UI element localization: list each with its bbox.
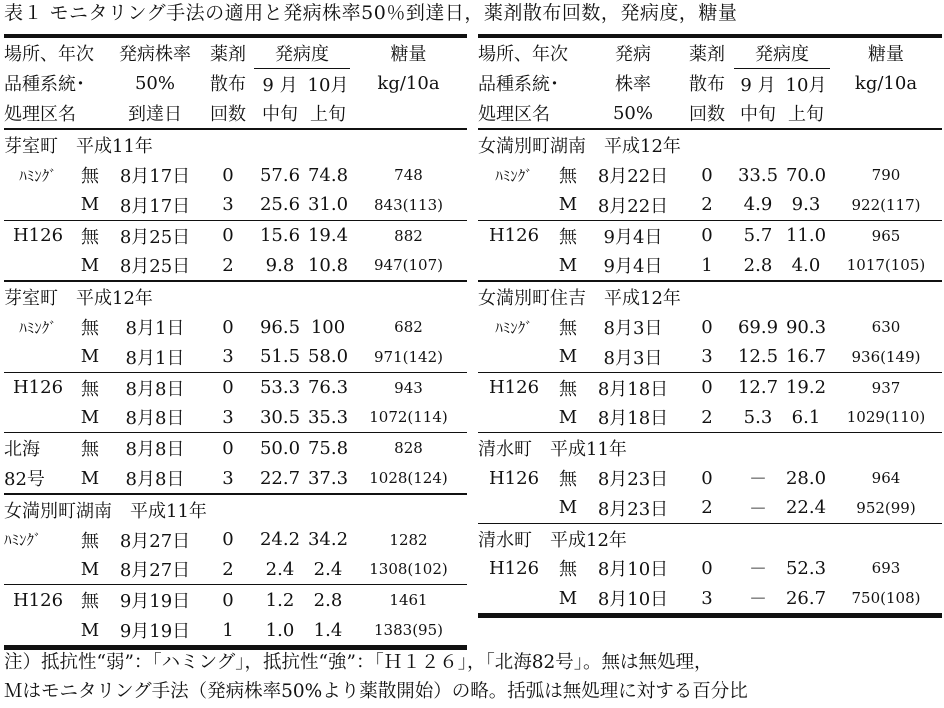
cell-date: 8月3日 <box>603 347 663 369</box>
cell-oct: 58.0 <box>307 346 349 368</box>
cell-sep: 1.0 <box>265 619 295 641</box>
cell-date: 8月17日 <box>119 195 191 217</box>
section-title-row <box>478 281 942 312</box>
cell-sep: 4.9 <box>743 194 773 216</box>
table-row <box>4 585 467 615</box>
cell-sep: 2.8 <box>743 254 773 276</box>
header-spray-count: 回数 <box>210 104 246 126</box>
cell-treatment: M <box>558 194 578 216</box>
cell-treatment: M <box>558 587 578 609</box>
cell-date: 8月8日 <box>108 433 202 463</box>
cell-sep: 30.5 <box>259 406 301 428</box>
cell-count: 0 <box>701 164 713 186</box>
section-title-row <box>478 129 942 160</box>
cell-sugar: 750(108) <box>851 589 921 608</box>
cell-count: 2 <box>701 497 713 519</box>
cell-treatment: M <box>558 254 578 276</box>
cell-sugar: 1029(110) <box>846 408 926 427</box>
table-row <box>4 160 467 190</box>
cell-sugar: 1461 <box>350 585 467 615</box>
cell-sugar: 682 <box>394 318 423 337</box>
table-row <box>478 554 942 584</box>
cell-treatment: M <box>558 346 578 368</box>
cell-sep: 57.6 <box>259 164 301 186</box>
header-spray: 薬剤 <box>210 44 246 66</box>
cell-sugar: 1282 <box>389 530 428 549</box>
table-row <box>478 583 942 615</box>
cell-variety: ﾊﾐﾝｸﾞ <box>19 318 57 337</box>
cell-sugar: 971(142) <box>374 347 443 366</box>
cell-date: 8月18日 <box>586 372 680 402</box>
table-row <box>478 190 942 220</box>
cell-count: 3 <box>701 346 713 368</box>
cell-oct: 19.2 <box>782 372 830 402</box>
cell-variety <box>478 251 550 282</box>
table-row <box>4 433 467 463</box>
cell-sugar: 1308(102) <box>369 560 448 579</box>
cell-oct: 35.3 <box>307 406 349 428</box>
cell-count: 3 <box>222 346 234 368</box>
cell-date: 8月8日 <box>125 408 185 430</box>
table-row <box>4 403 467 433</box>
header-row-1 <box>478 36 942 68</box>
footnote-line-1: 注）抵抗性“弱”：「ハミング」，抵抗性“強”：「Ｈ１２６」，「北海82号」。無は無処理， <box>4 652 713 673</box>
cell-sep: 96.5 <box>259 316 301 338</box>
table-row <box>478 372 942 402</box>
header-early: 上旬 <box>310 104 346 126</box>
cell-sep: 69.9 <box>737 316 779 338</box>
header-variety: 品種系統･ <box>478 74 559 96</box>
cell-oct: 100 <box>310 316 346 338</box>
cell-oct: 9.3 <box>791 194 821 216</box>
table-row <box>478 251 942 282</box>
cell-sugar: 937 <box>830 372 942 402</box>
cell-sep: － <box>749 559 767 581</box>
section-title-row <box>4 129 467 160</box>
cell-count: 3 <box>222 467 234 489</box>
cell-treatment: 無 <box>559 318 577 340</box>
cell-oct: 10.8 <box>307 254 349 276</box>
cell-count: 0 <box>222 316 234 338</box>
table-row <box>478 403 942 433</box>
header-row-2 <box>478 68 942 98</box>
cell-sep: 1.2 <box>254 585 306 615</box>
cell-variety: H126 <box>4 220 72 250</box>
table-row <box>478 342 942 372</box>
section-title: 女満別町湖南 平成11年 <box>4 494 467 525</box>
cell-treatment: 無 <box>550 372 586 402</box>
table-row <box>478 463 942 493</box>
cell-treatment: M <box>80 406 100 428</box>
cell-sugar: 922(117) <box>851 195 921 214</box>
cell-sugar: 693 <box>871 559 901 578</box>
table-row <box>4 463 467 494</box>
cell-date: 8月23日 <box>597 498 669 520</box>
cell-sep: 22.7 <box>259 467 301 489</box>
cell-treatment: 無 <box>81 318 99 340</box>
cell-sep: 9.8 <box>265 254 295 276</box>
header-sugar: 糖量 <box>390 44 427 66</box>
cell-sep: 5.7 <box>734 220 782 250</box>
cell-oct: 26.7 <box>785 587 827 609</box>
cell-count: 2 <box>222 254 234 276</box>
cell-sugar: 965 <box>830 220 942 250</box>
header-rate: 発病 <box>615 44 651 66</box>
cell-variety: ﾊﾐﾝｸﾞ <box>19 166 57 185</box>
cell-variety: H126 <box>478 372 550 402</box>
cell-sep: 15.6 <box>254 220 306 250</box>
table-row <box>4 372 467 402</box>
cell-sugar: 1028(124) <box>369 469 448 488</box>
cell-date: 8月1日 <box>125 318 185 340</box>
cell-date: 8月8日 <box>125 469 185 491</box>
cell-sep: － <box>749 498 767 520</box>
cell-count: 0 <box>701 467 713 489</box>
header-location: 場所、年次 <box>478 44 568 66</box>
header-spray: 薬剤 <box>689 44 725 66</box>
cell-treatment: M <box>80 254 100 276</box>
cell-sugar: 828 <box>350 433 467 463</box>
section-title: 芽室町 平成12年 <box>4 281 467 312</box>
cell-count: 3 <box>222 194 234 216</box>
cell-date: 8月27日 <box>119 560 191 582</box>
cell-oct: 19.4 <box>306 220 350 250</box>
header-row-2 <box>4 68 467 98</box>
cell-oct: 16.7 <box>785 346 827 368</box>
header-september: 9 月 <box>740 74 776 96</box>
cell-date: 9月19日 <box>119 621 191 643</box>
footnote-line-2: Ｍはモニタリング手法（発病株率50%より薬散開始）の略。括弧は無処理に対する百分比 <box>4 681 748 702</box>
cell-oct: 22.4 <box>785 497 827 519</box>
cell-treatment: 無 <box>559 469 577 491</box>
cell-count: 0 <box>202 372 254 402</box>
cell-sugar: 843(113) <box>374 195 443 214</box>
header-reach-date: 到達日 <box>128 104 182 126</box>
cell-treatment: 無 <box>72 220 108 250</box>
cell-oct: 70.0 <box>785 164 827 186</box>
cell-treatment: 無 <box>72 433 108 463</box>
cell-oct: 4.0 <box>791 254 821 276</box>
cell-variety: H126 <box>488 557 540 579</box>
cell-count: 0 <box>680 220 734 250</box>
cell-count: 0 <box>202 585 254 615</box>
cell-count: 2 <box>701 406 713 428</box>
cell-treatment: M <box>80 346 100 368</box>
table-caption: 表１ モニタリング手法の適用と発病株率50％到達日，薬剤散布回数，発病度，糖量 <box>4 2 738 24</box>
cell-treatment: 無 <box>81 530 99 552</box>
header-september: 9 月 <box>262 74 298 96</box>
cell-date: 9月4日 <box>586 220 680 250</box>
cell-sep: 12.5 <box>737 346 779 368</box>
cell-variety: H126 <box>4 372 72 402</box>
right-data-table <box>478 34 942 618</box>
cell-treatment: M <box>80 558 100 580</box>
cell-count: 0 <box>202 433 254 463</box>
cell-sep: 2.4 <box>265 558 295 580</box>
cell-treatment: M <box>558 497 578 519</box>
cell-sep: 51.5 <box>259 346 301 368</box>
cell-variety <box>4 342 72 372</box>
section-title-row <box>4 494 467 525</box>
header-plot: 処理区名 <box>478 104 550 126</box>
cell-count: 0 <box>222 529 234 551</box>
header-location: 場所、年次 <box>4 44 94 66</box>
cell-count: 3 <box>222 406 234 428</box>
cell-date: 8月17日 <box>119 166 191 188</box>
header-early: 上旬 <box>788 104 824 126</box>
cell-count: 0 <box>701 557 713 579</box>
cell-variety <box>4 190 72 220</box>
header-plot: 処理区名 <box>4 104 76 126</box>
cell-variety: H126 <box>4 585 72 615</box>
cell-date: 8月25日 <box>108 220 202 250</box>
section-title: 芽室町 平成11年 <box>4 129 467 160</box>
cell-count: 1 <box>222 619 234 641</box>
cell-sep: 53.3 <box>254 372 306 402</box>
header-row-3 <box>4 99 467 130</box>
cell-sep: 25.6 <box>259 194 301 216</box>
cell-treatment: 無 <box>81 166 99 188</box>
cell-date: 8月8日 <box>108 372 202 402</box>
header-severity: 発病度 <box>254 36 350 68</box>
header-sugar-unit: kg/10a <box>854 72 918 94</box>
cell-count: 1 <box>701 254 713 276</box>
cell-date: 8月18日 <box>597 408 669 430</box>
cell-variety: ﾊﾐﾝｸﾞ <box>495 318 533 337</box>
cell-count: 0 <box>701 316 713 338</box>
cell-count: 0 <box>202 220 254 250</box>
cell-sugar: 936(149) <box>851 347 921 366</box>
cell-date: 8月27日 <box>119 530 191 552</box>
table-row <box>4 190 467 220</box>
header-row-3 <box>478 99 942 130</box>
section-title: 女満別町湖南 平成12年 <box>478 129 942 160</box>
cell-sugar: 748 <box>394 166 423 185</box>
cell-sugar: 952(99) <box>856 498 916 517</box>
cell-date: 8月25日 <box>119 256 191 278</box>
cell-date: 8月22日 <box>597 195 669 217</box>
cell-sugar: 943 <box>350 372 467 402</box>
header-rate-50: 50% <box>612 102 653 124</box>
cell-treatment: M <box>80 467 100 489</box>
header-row-1 <box>4 36 467 68</box>
table-row <box>4 251 467 282</box>
cell-sugar: 790 <box>871 166 901 185</box>
cell-count: 2 <box>701 194 713 216</box>
cell-treatment: M <box>558 406 578 428</box>
header-rate-2: 株率 <box>615 74 651 96</box>
cell-date: 8月10日 <box>597 559 669 581</box>
cell-variety: H126 <box>478 220 550 250</box>
cell-treatment: 無 <box>72 372 108 402</box>
cell-date: 8月23日 <box>597 469 669 491</box>
cell-variety <box>478 342 550 372</box>
cell-variety <box>478 583 550 615</box>
footnote <box>4 648 748 706</box>
cell-variety <box>4 615 72 647</box>
cell-variety: ﾊﾐﾝｸﾞ <box>495 166 533 185</box>
cell-count: 2 <box>222 558 234 580</box>
cell-oct: 75.8 <box>306 433 350 463</box>
table-row <box>478 220 942 250</box>
cell-sep: 5.3 <box>743 406 773 428</box>
cell-count: 0 <box>222 164 234 186</box>
header-mid: 中旬 <box>740 104 776 126</box>
cell-count: 3 <box>701 587 713 609</box>
cell-oct: 37.3 <box>307 467 349 489</box>
table-row <box>478 312 942 342</box>
cell-sep: 24.2 <box>259 529 301 551</box>
cell-oct: 52.3 <box>785 557 827 579</box>
cell-date: 9月4日 <box>603 256 663 278</box>
cell-sugar: 947(107) <box>374 256 443 275</box>
header-sugar-unit: kg/10a <box>377 72 440 94</box>
cell-oct: 74.8 <box>307 164 349 186</box>
cell-variety <box>4 403 72 433</box>
cell-oct: 1.4 <box>313 619 343 641</box>
cell-sep: － <box>749 589 767 611</box>
cell-sugar: 882 <box>350 220 467 250</box>
cell-oct: 76.3 <box>306 372 350 402</box>
cell-variety: 北海 <box>4 433 72 463</box>
cell-oct: 6.1 <box>791 406 821 428</box>
cell-sep: － <box>749 469 767 491</box>
cell-variety <box>478 403 550 433</box>
header-sugar: 糖量 <box>868 44 904 66</box>
header-rate-50: 50% <box>134 72 175 94</box>
table-row <box>4 342 467 372</box>
cell-oct: 28.0 <box>785 467 827 489</box>
section-title: 清水町 平成11年 <box>478 433 942 463</box>
cell-variety <box>478 190 550 220</box>
header-spray-count: 回数 <box>689 104 725 126</box>
cell-oct: 31.0 <box>307 194 349 216</box>
section-title: 清水町 平成12年 <box>478 523 942 553</box>
cell-treatment: 無 <box>72 585 108 615</box>
cell-sugar: 1383(95) <box>374 621 443 640</box>
cell-sep: 50.0 <box>254 433 306 463</box>
cell-variety: 82号 <box>4 469 45 491</box>
left-data-table <box>4 34 467 650</box>
header-october: 10月 <box>785 74 827 96</box>
cell-oct: 11.0 <box>782 220 830 250</box>
cell-sep: 33.5 <box>737 164 779 186</box>
table-row <box>478 493 942 523</box>
header-october: 10月 <box>307 74 349 96</box>
cell-variety: ﾊﾐﾝｸﾞ <box>4 531 42 550</box>
cell-treatment: 無 <box>550 220 586 250</box>
table-row <box>4 525 467 555</box>
section-title-row <box>478 433 942 463</box>
cell-oct: 2.8 <box>306 585 350 615</box>
table-row <box>4 312 467 342</box>
cell-variety <box>4 251 72 282</box>
table-row <box>4 555 467 585</box>
cell-sugar: 1072(114) <box>369 408 448 427</box>
cell-oct: 2.4 <box>313 558 343 580</box>
table-row <box>4 220 467 250</box>
cell-count: 0 <box>680 372 734 402</box>
cell-treatment: 無 <box>559 559 577 581</box>
cell-oct: 34.2 <box>307 529 349 551</box>
cell-variety <box>4 555 72 585</box>
cell-sugar: 630 <box>871 318 901 337</box>
cell-variety <box>478 493 550 523</box>
header-rate: 発病株率 <box>119 44 191 66</box>
cell-treatment: M <box>80 619 100 641</box>
cell-oct: 90.3 <box>785 316 827 338</box>
header-spray-2: 散布 <box>689 74 725 96</box>
cell-treatment: 無 <box>559 166 577 188</box>
cell-date: 8月1日 <box>125 347 185 369</box>
cell-variety: H126 <box>488 467 540 489</box>
cell-date: 9月19日 <box>108 585 202 615</box>
section-title-row <box>4 281 467 312</box>
cell-sugar: 1017(105) <box>846 256 926 275</box>
table-row <box>478 160 942 190</box>
header-mid: 中旬 <box>262 104 298 126</box>
cell-date: 8月10日 <box>597 589 669 611</box>
header-spray-2: 散布 <box>210 74 246 96</box>
cell-sugar: 964 <box>871 469 901 488</box>
section-title: 女満別町住吉 平成12年 <box>478 281 942 312</box>
section-title-row <box>478 523 942 553</box>
cell-date: 8月3日 <box>603 318 663 340</box>
header-variety: 品種系統･ <box>4 74 85 96</box>
cell-treatment: M <box>80 194 100 216</box>
cell-date: 8月22日 <box>597 166 669 188</box>
table-row <box>4 615 467 647</box>
header-severity: 発病度 <box>734 36 830 68</box>
cell-sep: 12.7 <box>734 372 782 402</box>
